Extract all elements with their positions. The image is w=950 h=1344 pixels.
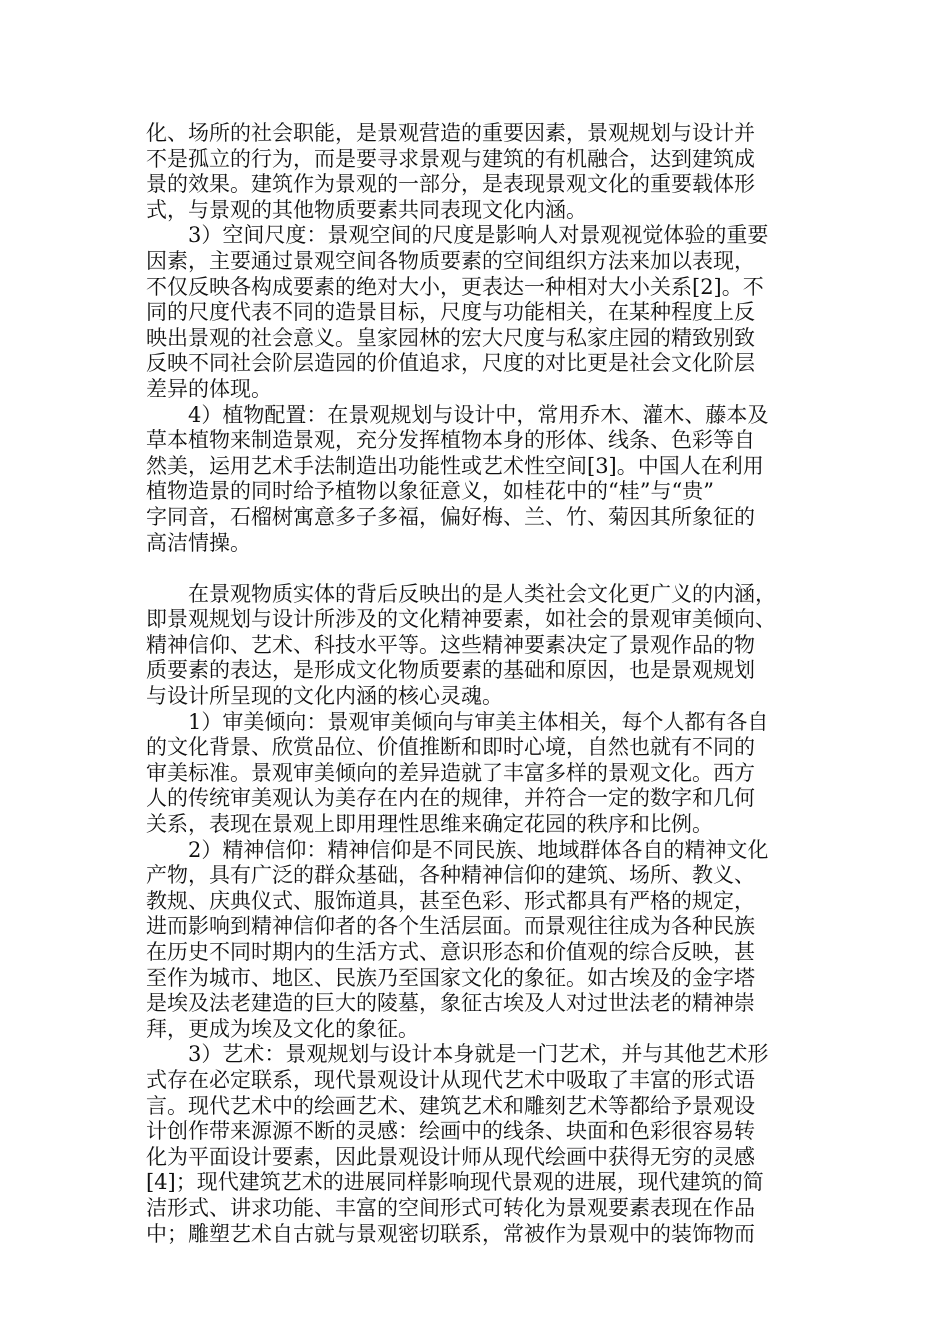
text-line: 式，与景观的其他物质要素共同表现文化内涵。 [146,197,587,222]
text-line: 产物，具有广泛的群众基础，各种精神信仰的建筑、场所、教义、 [146,863,755,888]
text-line: 是埃及法老建造的巨大的陵墓，象征古埃及人对过世法老的精神崇 [146,991,755,1016]
text-line: 至作为城市、地区、民族乃至国家文化的象征。如古埃及的金字塔 [146,965,755,990]
text-line: 景的效果。建筑作为景观的一部分，是表现景观文化的重要载体形 [146,172,755,197]
text-line: 中；雕塑艺术自古就与景观密切联系，常被作为景观中的装饰物而 [146,1221,755,1246]
text-line: 不仅反映各构成要素的绝对大小，更表达一种相对大小关系[2]。不 [146,274,764,299]
text-line: 精神信仰、艺术、科技水平等。这些精神要素决定了景观作品的物 [146,632,755,657]
text-line: 差异的体现。 [146,376,272,401]
text-line: 高洁情操。 [146,530,251,555]
text-line: 2）精神信仰：精神信仰是不同民族、地域群体各自的精神文化 [146,837,769,862]
text-line: 洁形式、讲求功能、丰富的空间形式可转化为景观要素表现在作品 [146,1195,755,1220]
text-line: 因素，主要通过景观空间各物质要素的空间组织方法来加以表现， [146,248,755,273]
text-line: 的文化背景、欣赏品位、价值推断和即时心境，自然也就有不同的 [146,735,755,760]
document-body [146,121,806,1247]
text-line: 植物造景的同时给予植物以象征意义，如桂花中的“桂”与“贵” [146,479,714,504]
text-line: 即景观规划与设计所涉及的文化精神要素，如社会的景观审美倾向、 [146,607,776,632]
text-line: 字同音，石榴树寓意多子多福，偏好梅、兰、竹、菊因其所象征的 [146,504,755,529]
text-line: 化、场所的社会职能，是景观营造的重要因素，景观规划与设计并 [146,121,755,145]
text-line: 人的传统审美观认为美存在内在的规律，并符合一定的数字和几何 [146,786,755,811]
text-line: 质要素的表达，是形成文化物质要素的基础和原因，也是景观规划 [146,658,755,683]
text-line: 化为平面设计要素，因此景观设计师从现代绘画中获得无穷的灵感 [146,1144,755,1169]
text-line: 在景观物质实体的背后反映出的是人类社会文化更广义的内涵， [146,581,776,606]
text-line: 教规、庆典仪式、服饰道具，甚至色彩、形式都具有严格的规定， [146,888,755,913]
text-line: 拜，更成为埃及文化的象征。 [146,1016,419,1041]
text-line: 式存在必定联系，现代景观设计从现代艺术中吸取了丰富的形式语 [146,1067,755,1092]
text-line: 映出景观的社会意义。皇家园林的宏大尺度与私家庄园的精致别致 [146,325,755,350]
text-line: [4]；现代建筑艺术的进展同样影响现代景观的进展，现代建筑的简 [146,1170,764,1195]
text-line: 3）艺术：景观规划与设计本身就是一门艺术，并与其他艺术形 [146,1042,769,1067]
text-line: 反映不同社会阶层造园的价值追求，尺度的对比更是社会文化阶层 [146,351,755,376]
text-line: 审美标准。景观审美倾向的差异造就了丰富多样的景观文化。西方 [146,760,755,785]
text-line: 在历史不同时期内的生活方式、意识形态和价值观的综合反映，甚 [146,940,755,964]
text-line: 同的尺度代表不同的造景目标，尺度与功能相关，在某种程度上反 [146,300,755,325]
text-line: 计创作带来源源不断的灵感：绘画中的线条、块面和色彩很容易转 [146,1119,755,1144]
text-line: 3）空间尺度：景观空间的尺度是影响人对景观视觉体验的重要 [146,223,769,248]
text-line: 草本植物来制造景观，充分发挥植物本身的形体、线条、色彩等自 [146,428,755,453]
text-line: 与设计所呈现的文化内涵的核心灵魂。 [146,684,503,709]
text-line: 然美，运用艺术手法制造出功能性或艺术性空间[3]。中国人在利用 [146,453,764,478]
text-line: 1）审美倾向：景观审美倾向与审美主体相关，每个人都有各自 [146,709,769,734]
text-line: 关系，表现在景观上即用理性思维来确定花园的秩序和比例。 [146,812,713,837]
blank-line [146,556,806,582]
text-line: 进而影响到精神信仰者的各个生活层面。而景观往往成为各种民族 [146,914,755,939]
text-line: 4）植物配置：在景观规划与设计中，常用乔木、灌木、藤本及 [146,402,769,427]
text-line: 不是孤立的行为，而是要寻求景观与建筑的有机融合，达到建筑成 [146,146,755,171]
text-line: 言。现代艺术中的绘画艺术、建筑艺术和雕刻艺术等都给予景观设 [146,1093,755,1118]
